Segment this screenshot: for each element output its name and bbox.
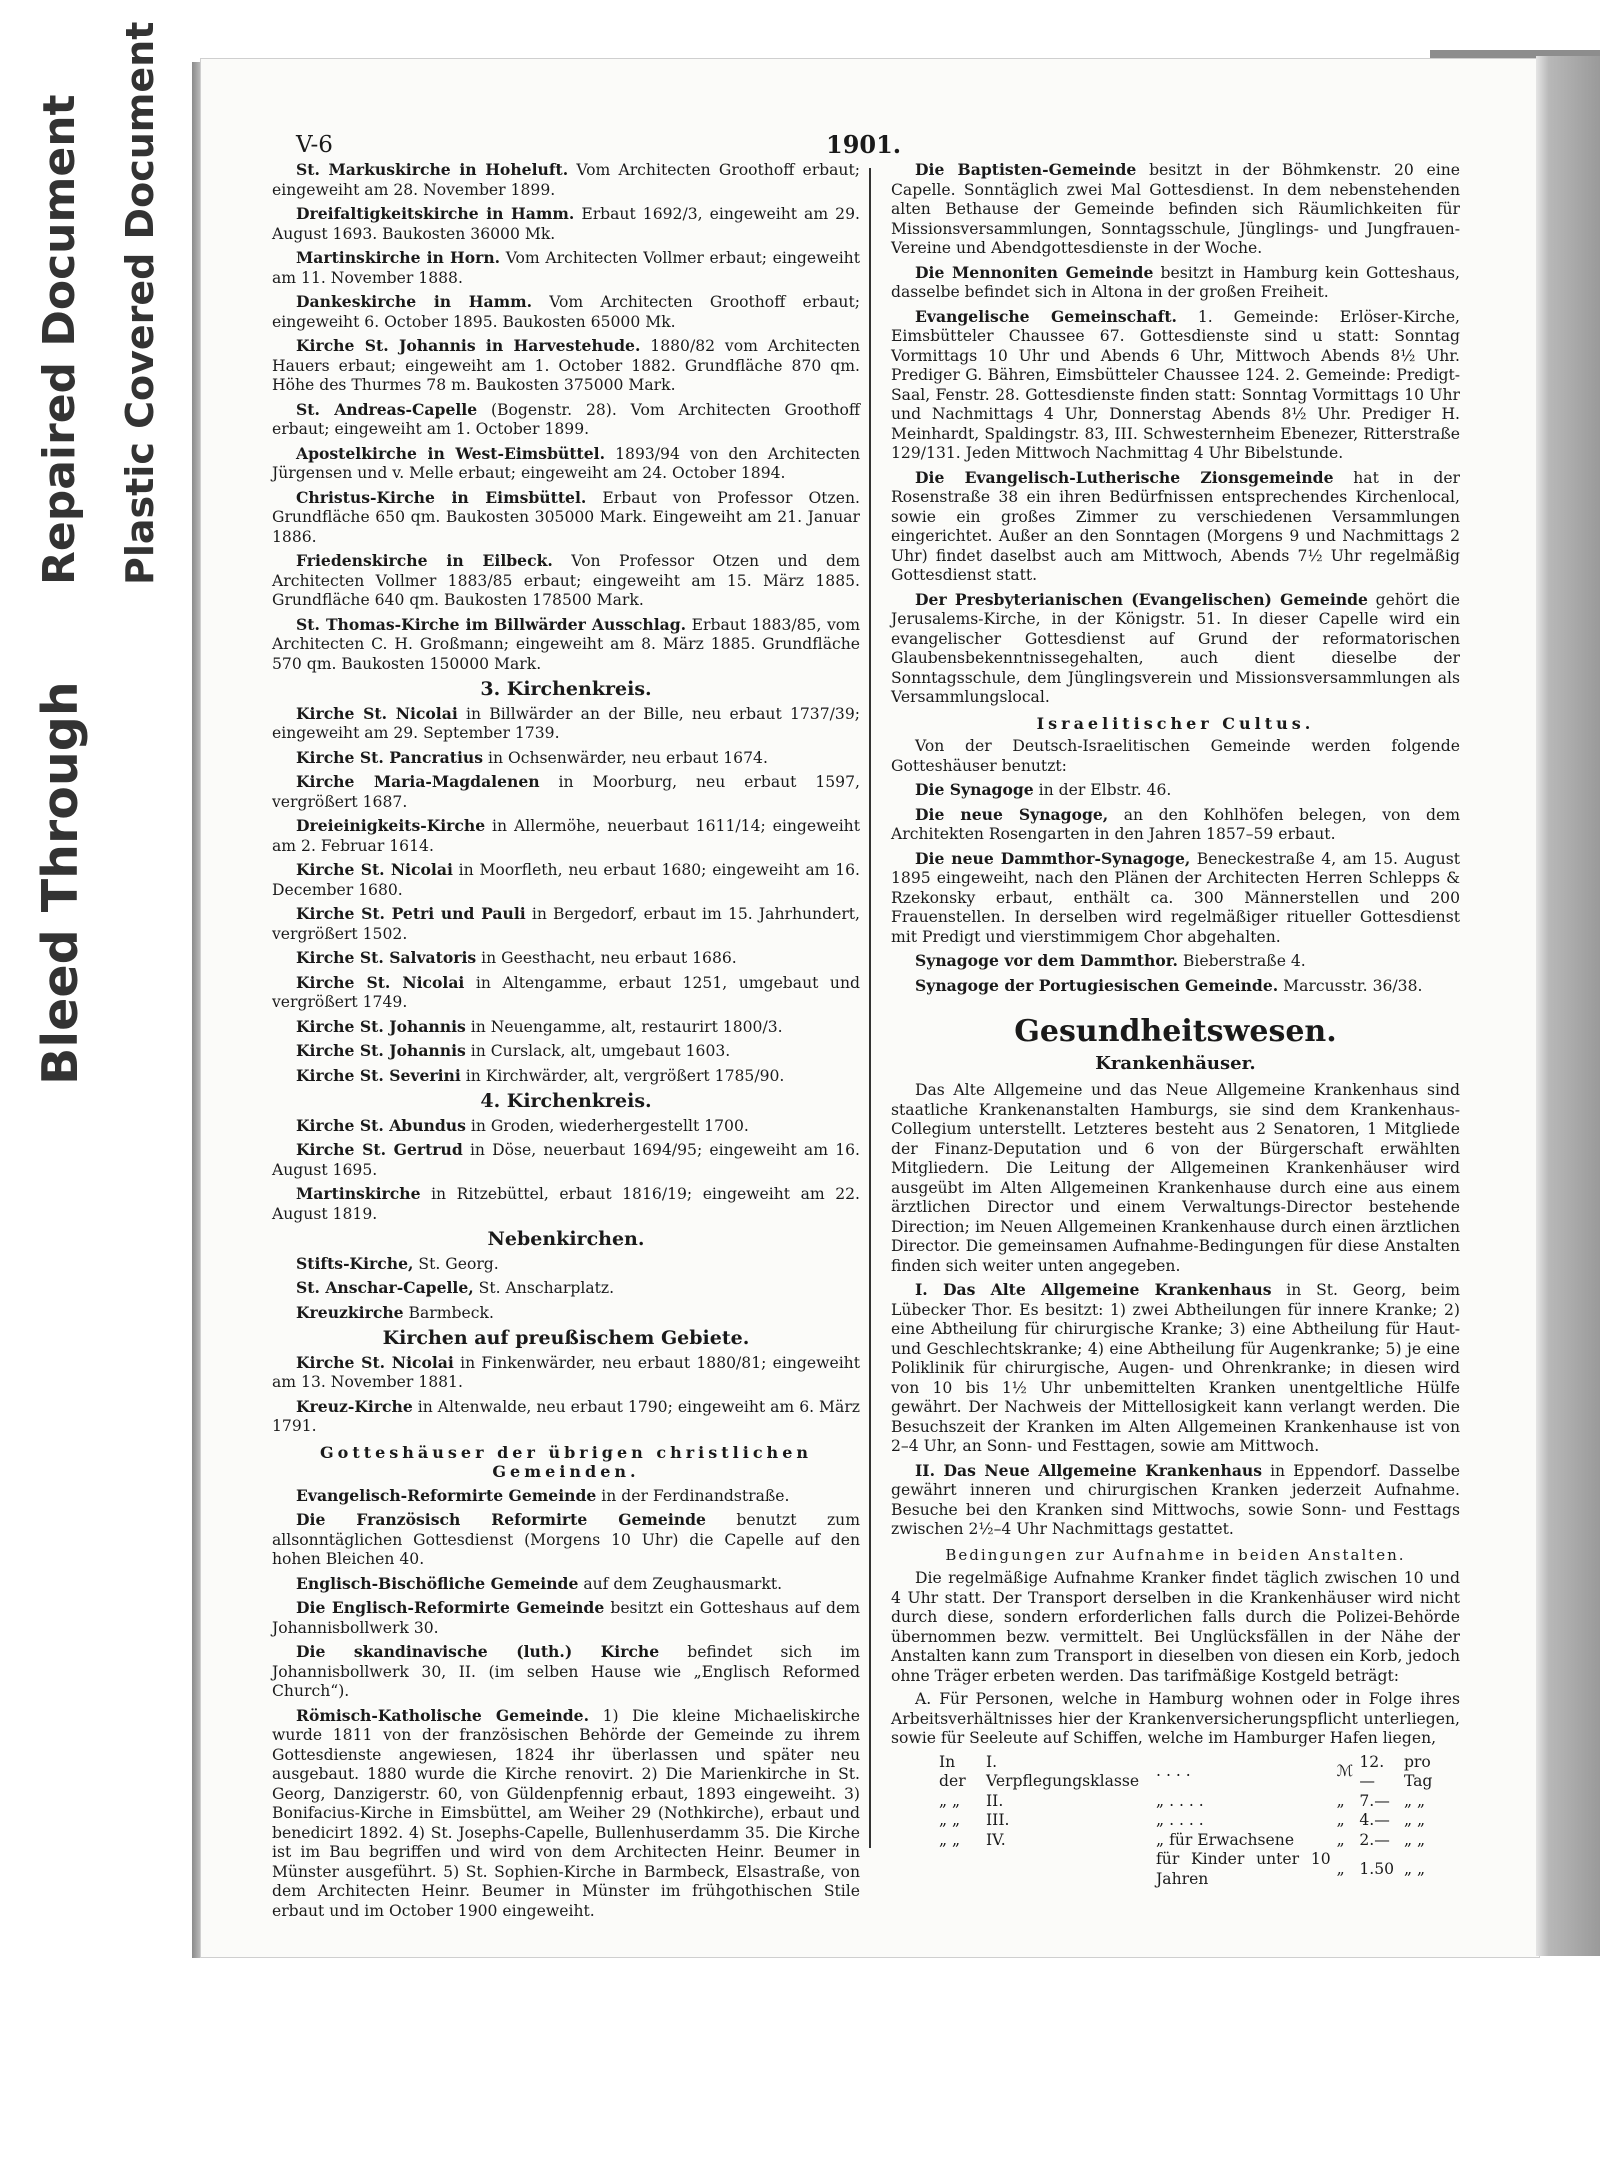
heading-krankenhaeuser: Krankenhäuser. xyxy=(1095,1052,1256,1074)
entry-title: Die Baptisten-Gemeinde xyxy=(915,160,1137,179)
tarif-cell: 4.— xyxy=(1359,1811,1390,1829)
entry-text: in Groden, wiederhergestellt 1700. xyxy=(465,1116,749,1135)
heading-preussisch: Kirchen auf preußischem Gebiete. xyxy=(382,1327,750,1349)
entry xyxy=(891,805,1460,845)
entry xyxy=(272,1184,860,1224)
entry xyxy=(272,1510,860,1570)
entry-title: St. Thomas-Kirche im Billwärder Ausschlag. xyxy=(296,614,687,634)
entry-title: Kreuzkirche xyxy=(296,1302,404,1322)
tarif-cell: I. Verpflegungsklasse xyxy=(986,1752,1140,1790)
tarif-row xyxy=(939,1753,1460,1792)
entry-text: in St. Georg, beim Lübecker Thor. Es besitzt: 1) zwei Abtheilungen für innere Kranke; 2) eine Abtheilung für chirurgische Kranke; 3) eine Abtheilung für Haut- und Geschlechtskranke; 4) eine Abtheilung für Augenkranke; 5) je eine Poliklinik für chirurgische, Augen- und Ohrenkranke; in diesen wird von 10 bis 1½ Uhr unbemittelten Kranken unentgeltliche Hülfe gewährt. Der Nachweis der Mittellosigkeit kann verlangt werden. Die Besuchszeit der Kranken im Alten Allgemeinen Krankenhause ist von 2–4 Uhr, an Sonn- und Festtagen, sowie am Mittwoch. xyxy=(891,1281,1461,1455)
entry-text: besitzt in der Böhmkenstr. 20 eine Capelle. Sonntäglich zwei Mal Gottesdienst. In dem nebenstehenden alten Bethause der Gemeinde befinden sich Räumlichkeiten für Missionsversammlungen, Sonntagsschule, Jünglings- und Jungfrauen-Vereine und Abendgottesdienste in der Woche. xyxy=(891,161,1461,257)
tarif-cell xyxy=(939,1850,986,1889)
entry-title: Kirche St. Nicolai xyxy=(296,703,458,723)
entry-text: in Moorfleth, neu erbaut 1680; eingeweiht am 16. December 1680. xyxy=(272,861,860,899)
entry-title: Kirche St. Abundus xyxy=(296,1115,466,1135)
entry-title: Martinskirche in Horn. xyxy=(296,248,501,267)
entry-title: Evangelisch-Reformirte Gemeinde xyxy=(296,1485,597,1505)
entry-title: Die Evangelisch-Lutherische Zionsgemeinde xyxy=(915,467,1334,487)
tarif-cell: pro Tag xyxy=(1403,1752,1433,1790)
entry-text: Barmbeck. xyxy=(403,1303,494,1322)
entry xyxy=(891,307,1460,464)
entry-title: Die Französisch Reformirte Gemeinde xyxy=(296,1510,706,1529)
entry-text: befindet sich im Johannisbollwerk 30, II. (im selben Hause wie „Englisch Reformed Church“). xyxy=(272,1643,860,1700)
entry-title: Englisch-Bischöfliche Gemeinde xyxy=(296,1573,579,1593)
entry xyxy=(891,976,1460,997)
scan-right-edge xyxy=(1536,56,1600,1956)
entry-text: Erbaut 1692/3, eingeweiht am 29. August 1693. Baukosten 36000 Mk. xyxy=(272,205,860,243)
entry-title: I. Das Alte Allgemeine Krankenhaus xyxy=(915,1280,1272,1299)
entry-title: Friedenskirche in Eilbeck. xyxy=(296,551,553,570)
entry-title: Martinskirche xyxy=(296,1184,421,1203)
tarif-cell: „ „ xyxy=(1403,1859,1426,1878)
entry-text: in Ritzebüttel, erbaut 1816/19; eingeweiht am 22. August 1819. xyxy=(272,1185,860,1223)
entry-title: St. Andreas-Capelle xyxy=(296,399,478,419)
entry xyxy=(891,590,1460,708)
entry-title: Kirche St. Severini xyxy=(296,1065,461,1085)
entry-title: Die neue Dammthor-Synagoge, xyxy=(915,848,1191,868)
repaired-document-label: Repaired Document xyxy=(34,94,85,585)
entry-text: in Bergedorf, erbaut im 15. Jahrhundert, vergrößert 1502. xyxy=(272,905,860,943)
tarif-cell: für Kinder unter 10 Jahren xyxy=(1156,1850,1331,1888)
entry xyxy=(272,1140,860,1180)
entry-title: Evangelische Gemeinschaft. xyxy=(915,306,1177,326)
entry xyxy=(272,292,860,332)
heading-nebenkirchen: Nebenkirchen. xyxy=(487,1228,645,1250)
tarif-cell: „ „ xyxy=(1403,1811,1426,1829)
entry-title: Dankeskirche in Hamm. xyxy=(296,292,533,311)
tarif-cell: „ „ xyxy=(939,1830,961,1849)
entry xyxy=(272,1254,860,1275)
entry xyxy=(272,1486,860,1507)
entry-title: Dreifaltigkeitskirche in Hamm. xyxy=(296,204,575,223)
entry-text: 1. Gemeinde: Erlöser-Kirche, Eimsbütteler Chaussee 67. Gottesdienste sind u statt: Sonntag Vormittags 10 Uhr und Abends 6 Uhr, Mittwoch Abends 8½ Uhr. Prediger G. Bähren, Eimsbütteler Chaussee 124. 2. Gemeinde: Predigt-Saal, Fenstr. 28. Gottesdienste finden statt: Sonntag Vormittags 10 Uhr und Nachmittags 4 Uhr, Donnerstag Abends 8½ Uhr. Prediger H. Meinhardt, Spaldingstr. 83, III. Schwesternheim Ebenezer, Ritterstraße 129/131. Jeden Mittwoch Nachmittag 4 Uhr Bibelstunde. xyxy=(891,307,1461,462)
entry-text: 1) Die kleine Michaeliskirche wurde 1811 von der französischen Behörde der Gemeinde zu ihrem Gottesdienste angewiesen, 1824 ihr überlassen und später neu ausgebaut. 1880 wurde die Kirche renovirt. 2) Die Marienkirche in St. Georg, Danzigerstr. 60, von Güldenpfennig erbaut, 1893 eingeweiht. 3) Bonifacius-Kirche in Eimsbüttel, am Weiher 29 (Nothkirche), erbaut und benedicirt 1892. 4) St. Josephs-Capelle, Bullenhuserdamm 35. Die Kirche ist im Bau begriffen und wird von dem Architecten Heinr. Beumer in Münster ausgeführt. 5) St. Sophien-Kirche in Barmbeck, Elsastraße, von dem Architecten Heinr. Beumer in Münster im frühgothischen Stile erbaut und im October 1900 eingeweiht. xyxy=(272,1706,860,1920)
entry-text: St. Georg. xyxy=(413,1254,499,1273)
heading-kirchenkreis-3: 3. Kirchenkreis. xyxy=(480,678,652,700)
tarif-cell: II. xyxy=(986,1791,1004,1810)
heading-kirchenkreis-4: 4. Kirchenkreis. xyxy=(480,1090,652,1112)
right-column xyxy=(891,160,1460,1889)
entry xyxy=(272,248,860,288)
entry xyxy=(272,748,860,769)
entry-text: Erbaut von Professor Otzen. Grundfläche 650 qm. Baukosten 305000 Mark. Eingeweiht am 21. Januar 1886. xyxy=(272,488,860,546)
entry-title: Die Englisch-Reformirte Gemeinde xyxy=(296,1598,605,1617)
entry-text: in Geesthacht, neu erbaut 1686. xyxy=(476,949,737,967)
tarif-row xyxy=(939,1792,1460,1812)
tarif-cell: „ „ xyxy=(939,1811,961,1829)
entry xyxy=(272,1642,860,1702)
entry xyxy=(272,160,860,200)
heading-gesundheitswesen: Gesundheitswesen. xyxy=(1014,1014,1337,1049)
entry-title: Römisch-Katholische Gemeinde. xyxy=(296,1705,590,1725)
entry-text: besitzt in Hamburg kein Gotteshaus, dasselbe befindet sich in Altona in der großen Freiheit. xyxy=(891,263,1460,301)
entry-title: St. Anschar-Capelle, xyxy=(296,1278,474,1297)
heading-israelitischer-cultus: Israelitischer Cultus. xyxy=(1036,713,1315,733)
entry xyxy=(272,1066,860,1087)
entry-text: (Bogenstr. 28). Vom Architecten Groothoff erbaut; eingeweiht am 1. October 1899. xyxy=(272,400,861,438)
entry-text: in Curslack, alt, umgebaut 1603. xyxy=(465,1042,731,1060)
tarif-cell: 7.— xyxy=(1359,1791,1390,1810)
tarif-row xyxy=(939,1811,1460,1831)
heading-bedingungen: Bedingungen zur Aufnahme in beiden Anstalten. xyxy=(945,1545,1406,1564)
entry-title: Kirche St. Nicolai xyxy=(296,860,453,879)
neues-krankenhaus-entry xyxy=(891,1461,1460,1540)
tarif-cell: „ . . . . xyxy=(1156,1791,1204,1810)
entry-title: Kirche St. Pancratius xyxy=(296,747,484,767)
tarif-cell: . . . . xyxy=(1156,1762,1191,1781)
entry-text: St. Anscharplatz. xyxy=(473,1279,615,1297)
page-number: V-6 xyxy=(296,132,333,158)
aufnahme-text: Die regelmäßige Aufnahme Kranker findet täglich zwischen 10 und 4 Uhr statt. Der Transport derselben in die Krankenhäuser wird nicht durch diese, sondern erforderlichen falls durch die Polizei-Behörde übernommen bezw. vermittelt. Bei Unglücksfällen in der Nähe der Anstalten kann zum Transport in dieselben von diesen ein Korb, jedoch ohne Träger erbeten werden. Das tarifmäßige Kostgeld beträgt: xyxy=(891,1569,1460,1685)
entry-text: Bieberstraße 4. xyxy=(1177,952,1306,970)
entry-title: Kirche St. Johannis in Harvestehude. xyxy=(296,336,641,355)
entry-text: Vom Architecten Groothoff erbaut; eingeweiht 6. October 1895. Baukosten 65000 Mk. xyxy=(272,293,860,331)
entry xyxy=(272,1017,860,1038)
tarif-cell: In der xyxy=(939,1752,966,1790)
heading-gotteshaeuser: Gotteshäuser der übrigen christlichen Gemeinden. xyxy=(319,1442,812,1481)
entry xyxy=(272,400,860,440)
tarif-cell: 12.— xyxy=(1359,1752,1385,1790)
altes-krankenhaus-entry xyxy=(891,1280,1460,1457)
tarif-cell xyxy=(986,1850,1156,1889)
entry-title: Dreieinigkeits-Kirche xyxy=(296,816,486,835)
entry-text: in Neuengamme, alt, restaurirt 1800/3. xyxy=(465,1017,783,1036)
tarif-cell: „ xyxy=(1336,1830,1345,1849)
tarif-cell: IV. xyxy=(986,1830,1006,1849)
entry xyxy=(272,1278,860,1299)
entry-text: benutzt zum allsonntäglichen Gottesdienst (Morgens 10 Uhr) die Capelle auf den hohen Bleichen 40. xyxy=(272,1511,860,1568)
entry-title: Kirche St. Nicolai xyxy=(296,1352,454,1372)
entry xyxy=(272,1116,860,1137)
entry xyxy=(272,772,860,812)
entry xyxy=(272,336,860,396)
entry-title: Kreuz-Kirche xyxy=(296,1396,413,1416)
entry-title: Kirche St. Petri und Pauli xyxy=(296,904,526,923)
entry-title: Der Presbyterianischen (Evangelischen) Gemeinde xyxy=(915,589,1368,609)
entry-text: besitzt ein Gotteshaus auf dem Johannisbollwerk 30. xyxy=(272,1599,860,1637)
entry-title: Synagoge vor dem Dammthor. xyxy=(915,951,1178,970)
tarif-cell: „ xyxy=(1336,1859,1345,1878)
entry-title: St. Markuskirche in Hoheluft. xyxy=(296,160,569,179)
tarif-cell: „ xyxy=(1336,1791,1345,1810)
entry-text: 1893/94 von den Architecten Jürgensen und v. Melle erbaut; eingeweiht am 24. October 1894. xyxy=(272,444,860,482)
entry-title: Christus-Kirche in Eimsbüttel. xyxy=(296,487,587,507)
entry-title: Kirche Maria-Magdalenen xyxy=(296,772,540,791)
entry-text: hat in der Rosenstraße 38 ein ihren Bedürfnissen entsprechendes Kirchenlocal, sowie ein großes Zimmer zu verschiedenen Versammlungen eingerichtet. Außer an den Sonntagen (Morgens 9 und Nachmittags 2 Uhr) findet daselbst auch am Mittwoch, Abends 7½ Uhr regelmäßig Gottesdienst statt. xyxy=(891,468,1461,584)
entry xyxy=(891,468,1460,586)
entry xyxy=(272,1706,860,1922)
entry-title: Kirche St. Salvatoris xyxy=(296,948,477,967)
entry-title: Kirche St. Johannis xyxy=(296,1041,466,1060)
entry xyxy=(272,444,860,484)
entry-title: Die Mennoniten Gemeinde xyxy=(915,262,1154,282)
entry-title: Die skandinavische (luth.) Kirche xyxy=(296,1642,660,1661)
entry-title: Synagoge der Portugiesischen Gemeinde. xyxy=(915,975,1279,995)
entry xyxy=(272,615,860,675)
entry xyxy=(272,1397,860,1437)
entry-text: in Moorburg, neu erbaut 1597, vergrößert 1687. xyxy=(272,773,860,811)
entry-text: an den Kohlhöfen belegen, von dem Architekten Rosengarten in den Jahren 1857–59 erbaut. xyxy=(891,805,1460,843)
entry-text: Vom Architecten Vollmer erbaut; eingeweiht am 11. November 1888. xyxy=(272,249,860,287)
entry-title: Die Synagoge xyxy=(915,780,1034,799)
tarif-cell: „ „ xyxy=(939,1791,961,1810)
entry-title: Kirche St. Nicolai xyxy=(296,972,465,992)
tarif-body xyxy=(939,1753,1460,1890)
entry xyxy=(272,973,860,1013)
entry xyxy=(272,551,860,611)
entry-title: Kirche St. Gertrud xyxy=(296,1140,463,1159)
entry xyxy=(891,849,1460,948)
entry-text: in Kirchwärder, alt, vergrößert 1785/90. xyxy=(460,1066,785,1085)
page-year: 1901. xyxy=(826,130,902,159)
entry-text: Vom Architecten Groothoff erbaut; eingeweiht am 28. November 1899. xyxy=(272,161,860,199)
column-divider xyxy=(869,168,871,1848)
entry-text: in Ochsenwärder, neu erbaut 1674. xyxy=(483,748,768,767)
entry-title: Apostelkirche in West-Eimsbüttel. xyxy=(296,443,605,463)
kostgeld-a-text: A. Für Personen, welche in Hamburg wohnen oder in Folge ihres Arbeitsverhältnisses hier der Krankenversicherungspflicht unterliegen, sowie für Seeleute auf Schiffen, welche im Hamburger Hafen liegen, xyxy=(891,1690,1460,1747)
entry-text: in Eppendorf. Dasselbe gewährt inneren und chirurgischen Kranken jederzeit Aufnahme. Besuche bei den Kranken sind Mittwochs, sowie Sonn- und Festtags zwischen 2½–4 Uhr Nachmittags gestattet. xyxy=(891,1461,1460,1538)
entry xyxy=(272,704,860,744)
entry xyxy=(891,780,1460,801)
bleed-through-label: Bleed Through xyxy=(32,681,89,1085)
entry-text: in Allermöhe, neuerbaut 1611/14; eingeweiht am 2. Februar 1614. xyxy=(272,817,860,855)
entry-text: in Altenwalde, neu erbaut 1790; eingeweiht am 6. März 1791. xyxy=(272,1397,860,1435)
entry xyxy=(891,263,1460,303)
entry xyxy=(272,904,860,944)
entry-text: in Billwärder an der Bille, neu erbaut 1737/39; eingeweiht am 29. September 1739. xyxy=(272,704,860,742)
entry-text: Marcusstr. 36/38. xyxy=(1278,976,1423,995)
entry-title: II. Das Neue Allgemeine Krankenhaus xyxy=(915,1460,1263,1480)
entry-text: in Finkenwärder, neu erbaut 1880/81; eingeweiht am 13. November 1881. xyxy=(272,1353,860,1391)
entry xyxy=(272,860,860,900)
tarif-cell: „ „ xyxy=(1403,1830,1426,1849)
entry-text: gehört die Jerusalems-Kirche, in der Königstr. 51. In dieser Capelle wird ein evangelischer Gottesdienst auf Grund der reformatorischen Glaubensbekenntnissegehalten, auch dient dieselbe der Sonntagsschule, dem Jünglingsverein und Missionsversammlungen als Versammlungslocal. xyxy=(891,590,1460,706)
entry xyxy=(272,1574,860,1595)
entry-text: in Altengamme, erbaut 1251, umgebaut und vergrößert 1749. xyxy=(272,973,860,1011)
entry-text: in der Ferdinandstraße. xyxy=(596,1486,790,1505)
tarif-row xyxy=(939,1831,1460,1851)
entry-title: Kirche St. Johannis xyxy=(296,1016,466,1036)
entry-text: in Döse, neuerbaut 1694/95; eingeweiht am 16. August 1695. xyxy=(272,1141,860,1179)
krankenhaus-intro: Das Alte Allgemeine und das Neue Allgemeine Krankenhaus sind staatliche Krankenanstalten Hamburgs, sie sind dem Krankenhaus-Collegium unterstellt. Letzteres besteht aus 2 Senatoren, 1 Mitgliede der Finanz-Deputation und 6 von der Bürgerschaft erwählten Mitgliedern. Die Leitung der Allgemeinen Krankenhäuser wird ausgeübt im Alten Allgemeinen Krankenhause durch eine aus einem ärztlichen Director und einem Verwaltungs-Director bestehende Direction; im Neuen Allgemeinen Krankenhause durch einen ärztlichen Director. Die gemeinsamen Aufnahme-Bedingungen für diese Anstalten finden sich weiter unten angegeben. xyxy=(891,1081,1460,1275)
entry xyxy=(891,160,1460,259)
tarif-cell: III. xyxy=(986,1811,1010,1829)
entry-text: Von Professor Otzen und dem Architecten Vollmer 1883/85 erbaut; eingeweiht am 15. März 1885. Grundfläche 640 qm. Baukosten 178500 Mark. xyxy=(272,552,860,609)
tarif-cell: „ . . . . xyxy=(1156,1811,1204,1829)
entry xyxy=(272,1353,860,1393)
entry xyxy=(272,816,860,856)
entry xyxy=(272,1303,860,1324)
entry-text: Erbaut 1883/85, vom Architecten C. H. Großmann; eingeweiht am 8. März 1885. Grundfläche 570 qm. Baukosten 150000 Mark. xyxy=(272,615,860,673)
entry-text: auf dem Zeughausmarkt. xyxy=(578,1574,783,1593)
entry xyxy=(272,948,860,969)
tarif-cell: 1.50 xyxy=(1359,1859,1395,1878)
plastic-covered-label: Plastic Covered Document xyxy=(118,21,162,585)
entry xyxy=(891,951,1460,972)
tarif-cell: ℳ xyxy=(1336,1762,1354,1781)
entry xyxy=(272,488,860,548)
entry-title: Stifts-Kirche, xyxy=(296,1253,414,1273)
tarif-cell: „ „ xyxy=(1403,1791,1426,1810)
tarif-cell: „ für Erwachsene xyxy=(1156,1830,1295,1849)
tarif-row xyxy=(939,1850,1460,1889)
entry xyxy=(272,204,860,244)
left-column xyxy=(272,160,860,1925)
entry xyxy=(272,1041,860,1062)
tarif-table xyxy=(939,1753,1460,1890)
israelitisch-intro: Von der Deutsch-Israelitischen Gemeinde werden folgende Gotteshäuser benutzt: xyxy=(891,737,1460,775)
entry-text: in der Elbstr. 46. xyxy=(1033,781,1172,799)
entry-text: 1880/82 vom Architecten Hauers erbaut; eingeweiht am 1. October 1882. Grundfläche 870 qm. Höhe des Thurmes 78 m. Baukosten 375000 Mark. xyxy=(272,337,860,394)
entry xyxy=(272,1598,860,1638)
tarif-cell: „ xyxy=(1336,1811,1345,1829)
entry-title: Die neue Synagoge, xyxy=(915,804,1109,824)
tarif-cell: 2.— xyxy=(1359,1830,1390,1849)
entry-text: Beneckestraße 4, am 15. August 1895 eingeweiht, nach den Plänen der Architecten Herren Schlepps & Rzekonsky erbaut, enthält ca. 300 Männerstellen und 200 Frauenstellen. In derselben wird regelmäßiger ritueller Gottesdienst mit Predigt und vierstimmigem Chor abgehalten. xyxy=(891,849,1460,946)
